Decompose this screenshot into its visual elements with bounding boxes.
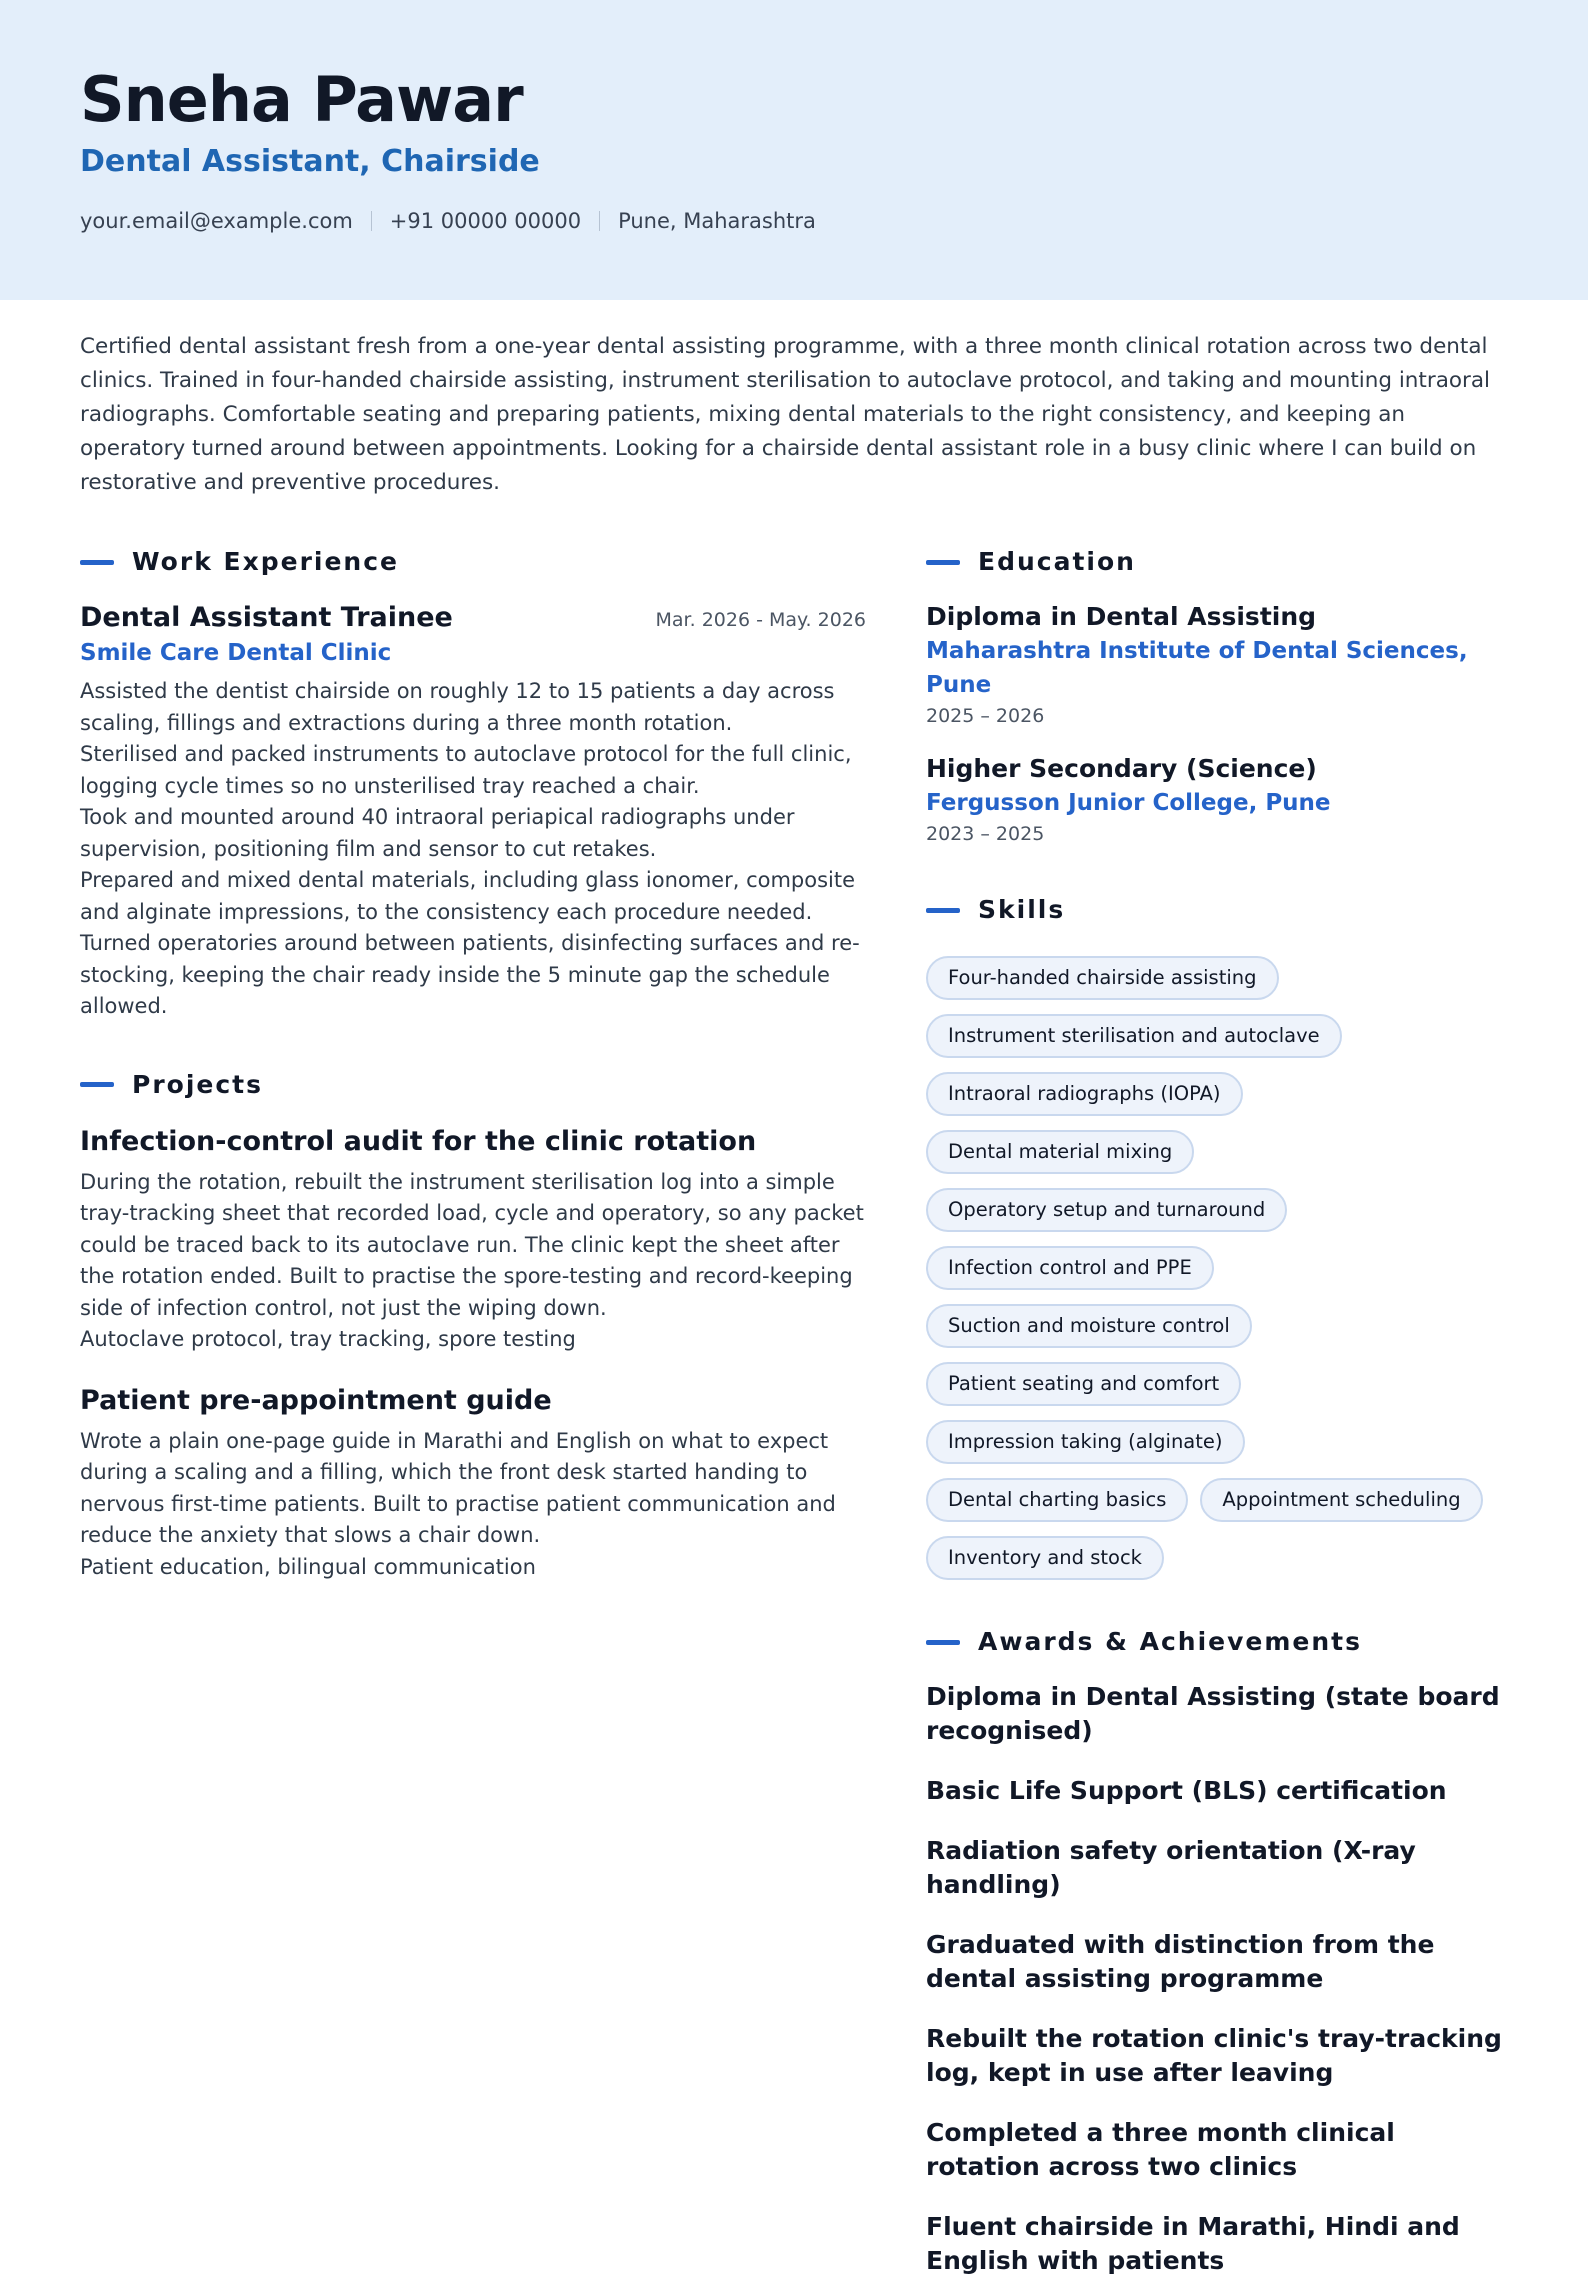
skill-chip: Infection control and PPE — [926, 1246, 1214, 1290]
award-item: Basic Life Support (BLS) certification — [926, 1776, 1447, 1805]
work-experience-section — [80, 544, 866, 1023]
education-degree: Higher Secondary (Science) — [926, 754, 1317, 783]
heading-accent-bar — [926, 908, 960, 913]
left-column — [80, 544, 866, 2278]
heading-accent-bar — [80, 1082, 114, 1087]
heading-accent-bar — [926, 1640, 960, 1645]
job-bullet: Assisted the dentist chairside on roughly 12 to 15 patients a day across scaling, fillings and extractions during a three month rotation. — [80, 679, 835, 735]
awards-list — [926, 1680, 1506, 2278]
right-column — [926, 544, 1506, 2278]
job-responsibilities — [80, 676, 866, 1023]
award-item: Graduated with distinction from the dental assisting programme — [926, 1930, 1435, 1993]
skill-chip: Impression taking (alginate) — [926, 1420, 1245, 1464]
skill-chip: Dental charting basics — [926, 1478, 1188, 1522]
contact-location: Pune, Maharashtra — [618, 209, 816, 233]
award-item: Diploma in Dental Assisting (state board recognised) — [926, 1682, 1500, 1745]
heading-accent-bar — [926, 560, 960, 565]
education-section — [926, 544, 1506, 848]
skill-chip: Inventory and stock — [926, 1536, 1164, 1580]
projects-section — [80, 1067, 866, 1584]
skills-chip-list — [926, 956, 1506, 1580]
contact-divider — [371, 211, 372, 231]
project-tags: Patient education, bilingual communication — [80, 1554, 536, 1579]
education-school: Fergusson Junior College, Pune — [926, 790, 1331, 816]
awards-section — [926, 1624, 1506, 2278]
summary-paragraph: Certified dental assistant fresh from a one-year dental assisting programme, with a three month clinical rotation across two dental clinics. Trained in four-handed chairside assisting, instrument sterilisation to autoclave protocol, and taking and mounting intraoral radiographs. Comfortable seating and preparing patients, mixing dental materials to the right consistency, and keeping an operatory turned around between appointments. Looking for a chairside dental assistant role in a busy clinic where I can build on restorative and preventive procedures. — [80, 334, 1491, 495]
job-dates: Mar. 2026 - May. 2026 — [655, 609, 866, 631]
job-header — [80, 600, 866, 636]
job-title: Dental Assistant Trainee — [80, 602, 453, 633]
section-heading-label: Projects — [132, 1069, 264, 1099]
job-employer: Smile Care Dental Clinic — [80, 640, 392, 666]
section-heading — [926, 892, 1506, 928]
section-heading — [80, 544, 866, 580]
skill-chip: Operatory setup and turnaround — [926, 1188, 1287, 1232]
award-item: Radiation safety orientation (X-ray handling) — [926, 1836, 1416, 1899]
project-description: During the rotation, rebuilt the instrument sterilisation log into a simple tray-tracking sheet that recorded load, cycle and operatory, so any packet could be traced back to its autoclave run. The clinic kept the sheet after the rotation ended. Built to practise the spore-testing and record-keeping side of infection control, not just the wiping down. — [80, 1169, 864, 1320]
job-bullet: Turned operatories around between patients, disinfecting surfaces and re-stocking, keeping the chair ready inside the 5 minute gap the schedule allowed. — [80, 931, 860, 1018]
candidate-name: Sneha Pawar — [80, 63, 523, 136]
candidate-role: Dental Assistant, Chairside — [80, 144, 540, 179]
project-tags: Autoclave protocol, tray tracking, spore testing — [80, 1327, 576, 1351]
contact-email[interactable]: your.email@example.com — [80, 209, 353, 233]
resume-body — [0, 544, 1588, 2278]
job-bullet: Sterilised and packed instruments to autoclave protocol for the full clinic, logging cycle times so no unsterilised tray reached a chair. — [80, 742, 852, 798]
contact-divider — [599, 211, 600, 231]
education-degree: Diploma in Dental Assisting — [926, 602, 1317, 631]
contact-phone[interactable]: +91 00000 00000 — [389, 209, 582, 233]
project-description: Wrote a plain one-page guide in Marathi and English on what to expect during a scaling and a filling, which the front desk started handing to nervous first-time patients. Built to practise patient communication and reduce the anxiety that slows a chair down. — [80, 1428, 836, 1547]
section-heading — [926, 1624, 1506, 1660]
award-item: Fluent chairside in Marathi, Hindi and English with patients — [926, 2212, 1460, 2275]
project-title: Infection-control audit for the clinic rotation — [80, 1125, 757, 1157]
education-entry — [926, 752, 1506, 848]
section-heading-label: Education — [978, 547, 1136, 576]
skills-section — [926, 892, 1506, 1580]
section-heading-label: Work Experience — [132, 547, 399, 576]
section-heading-label: Skills — [978, 895, 1066, 924]
education-entry — [926, 600, 1506, 730]
contact-line — [80, 206, 1508, 236]
skill-chip: Suction and moisture control — [926, 1304, 1252, 1348]
award-item: Completed a three month clinical rotation across two clinics — [926, 2118, 1395, 2181]
skill-chip: Intraoral radiographs (IOPA) — [926, 1072, 1243, 1116]
skill-chip: Patient seating and comfort — [926, 1362, 1241, 1406]
job-bullet: Prepared and mixed dental materials, including glass ionomer, composite and alginate impressions, to the consistency each procedure needed. — [80, 868, 856, 924]
skill-chip: Instrument sterilisation and autoclave — [926, 1014, 1342, 1058]
section-heading — [80, 1067, 866, 1103]
heading-accent-bar — [80, 560, 114, 565]
education-school: Maharashtra Institute of Dental Sciences, Pune — [926, 638, 1468, 698]
skill-chip: Four-handed chairside assisting — [926, 956, 1279, 1000]
project-entry — [80, 1123, 866, 1356]
job-bullet: Took and mounted around 40 intraoral periapical radiographs under supervision, positioning film and sensor to cut retakes. — [80, 805, 795, 861]
job-entry — [80, 600, 866, 1023]
education-years: 2025 – 2026 — [926, 705, 1045, 727]
resume-header — [0, 0, 1588, 300]
award-item: Rebuilt the rotation clinic's tray-tracking log, kept in use after leaving — [926, 2024, 1502, 2087]
project-title: Patient pre-appointment guide — [80, 1384, 552, 1416]
section-heading-label: Awards & Achievements — [978, 1627, 1363, 1656]
education-years: 2023 – 2025 — [926, 823, 1045, 845]
skill-chip: Appointment scheduling — [1200, 1478, 1482, 1522]
section-heading — [926, 544, 1506, 580]
skill-chip: Dental material mixing — [926, 1130, 1194, 1174]
project-entry — [80, 1382, 866, 1584]
